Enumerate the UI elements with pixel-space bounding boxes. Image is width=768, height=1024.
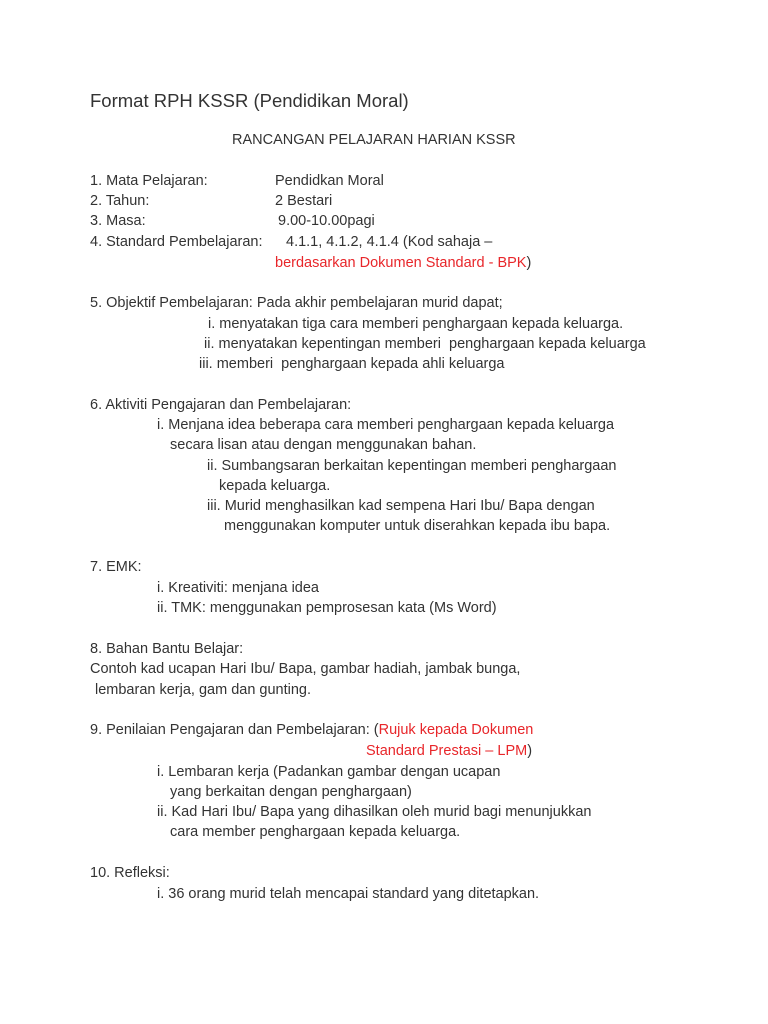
emk-item: ii. TMK: menggunakan pemprosesan kata (Ms Word)	[157, 600, 497, 616]
learning-standard-value: 4.1.1, 4.1.2, 4.1.4 (Kod sahaja –	[286, 234, 493, 250]
assessment-note-close: )	[527, 743, 533, 759]
learning-standard-note-close: )	[526, 255, 532, 271]
subject-value: Pendidkan Moral	[275, 173, 384, 189]
activity-line: menggunakan komputer untuk diserahkan kepada ibu bapa.	[224, 518, 611, 534]
time-value: 9.00-10.00pagi	[278, 213, 375, 229]
learning-standard-note-line	[275, 254, 531, 272]
learning-standard-label: 4. Standard Pembelajaran:	[90, 234, 263, 250]
assessment-note-line	[366, 742, 532, 760]
activity-line: ii. Sumbangsaran berkaitan kepentingan memberi penghargaan	[207, 458, 617, 474]
learning-standard-note: berdasarkan Dokumen Standard - BPK	[275, 255, 527, 271]
teaching-aids-line: lembaran kerja, gam dan gunting.	[95, 682, 312, 698]
reflection-item: i. 36 orang murid telah mencapai standard yang ditetapkan.	[157, 886, 540, 902]
document-heading: RANCANGAN PELAJARAN HARIAN KSSR	[232, 132, 516, 148]
time-label: 3. Masa:	[90, 213, 146, 229]
assessment-line: ii. Kad Hari Ibu/ Bapa yang dihasilkan oleh murid bagi menunjukkan	[157, 804, 592, 820]
year-label: 2. Tahun:	[90, 193, 150, 209]
teaching-aids-label: 8. Bahan Bantu Belajar:	[90, 641, 244, 657]
emk-item: i. Kreativiti: menjana idea	[157, 580, 319, 596]
emk-label: 7. EMK:	[90, 559, 142, 575]
assessment-label-line	[90, 721, 533, 739]
assessment-line: yang berkaitan dengan penghargaan)	[170, 784, 412, 800]
activity-line: secara lisan atau dengan menggunakan bahan.	[170, 437, 477, 453]
objective-item: ii. menyatakan kepentingan memberi penghargaan kepada keluarga	[204, 336, 646, 352]
activity-line: kepada keluarga.	[219, 478, 331, 494]
assessment-label: 9. Penilaian Pengajaran dan Pembelajaran: (	[90, 722, 379, 738]
objective-item: iii. memberi penghargaan kepada ahli keluarga	[199, 356, 505, 372]
assessment-line: cara member penghargaan kepada keluarga.	[170, 824, 461, 840]
objective-label: 5. Objektif Pembelajaran: Pada akhir pembelajaran murid dapat;	[90, 295, 503, 311]
subject-label: 1. Mata Pelajaran:	[90, 173, 208, 189]
page-title: Format RPH KSSR (Pendidikan Moral)	[90, 90, 409, 111]
objective-item: i. menyatakan tiga cara memberi penghargaan kepada keluarga.	[208, 316, 624, 332]
assessment-line: i. Lembaran kerja (Padankan gambar dengan ucapan	[157, 764, 501, 780]
reflection-label: 10. Refleksi:	[90, 865, 170, 881]
activity-line: iii. Murid menghasilkan kad sempena Hari Ibu/ Bapa dengan	[207, 498, 595, 514]
year-value: 2 Bestari	[275, 193, 333, 209]
teaching-aids-line: Contoh kad ucapan Hari Ibu/ Bapa, gambar hadiah, jambak bunga,	[90, 661, 521, 677]
activity-label: 6. Aktiviti Pengajaran dan Pembelajaran:	[90, 397, 352, 413]
assessment-note: Rujuk kepada Dokumen	[378, 722, 534, 738]
activity-line: i. Menjana idea beberapa cara memberi penghargaan kepada keluarga	[157, 417, 615, 433]
assessment-note: Standard Prestasi – LPM	[366, 743, 528, 759]
